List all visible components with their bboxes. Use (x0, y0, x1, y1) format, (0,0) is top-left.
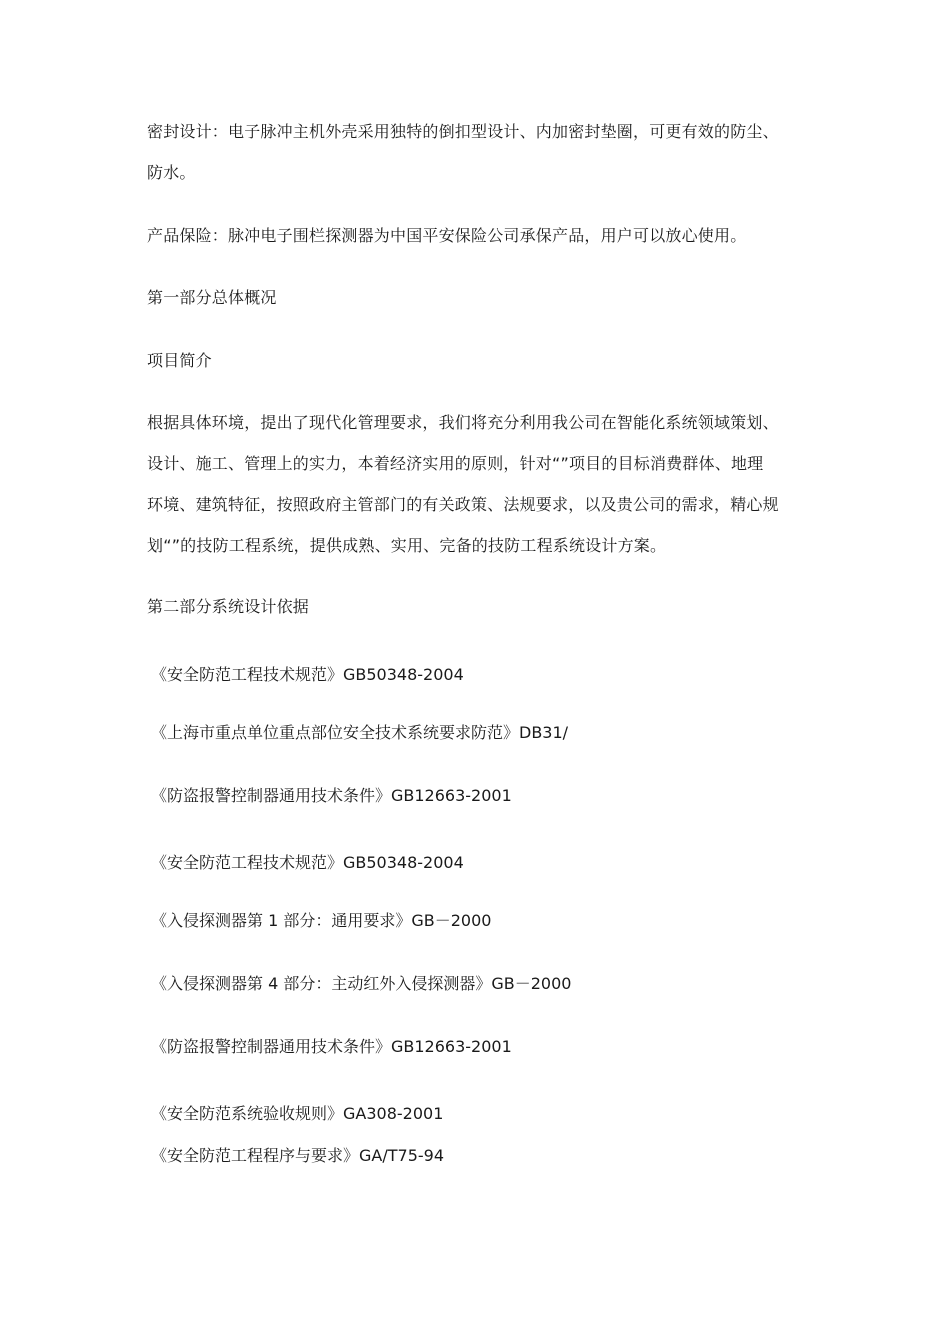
reference-item: 《防盗报警控制器通用技术条件》GB12663-2001 (151, 1037, 512, 1056)
reference-item: 《入侵探测器第 1 部分：通用要求》GB－2000 (151, 911, 492, 930)
project-intro-line-4: 划“”的技防工程系统，提供成熟、实用、完备的技防工程系统设计方案。 (147, 536, 667, 555)
reference-item: 《安全防范工程程序与要求》GA/T75-94 (151, 1146, 445, 1165)
reference-item: 《安全防范系统验收规则》GA308-2001 (151, 1104, 444, 1123)
project-intro-line-1: 根据具体环境，提出了现代化管理要求，我们将充分利用我公司在智能化系统领域策划、 (147, 413, 779, 432)
seal-design-line-2: 防水。 (147, 163, 196, 182)
project-heading: 项目简介 (147, 351, 212, 370)
reference-item: 《入侵探测器第 4 部分：主动红外入侵探测器》GB－2000 (151, 974, 572, 993)
project-intro-line-3: 环境、建筑特征，按照政府主管部门的有关政策、法规要求，以及贵公司的需求，精心规 (147, 495, 779, 514)
seal-design-line-1: 密封设计：电子脉冲主机外壳采用独特的倒扣型设计、内加密封垫圈，可更有效的防尘、 (147, 122, 779, 141)
insurance-paragraph: 产品保险：脉冲电子围栏探测器为中国平安保险公司承保产品，用户可以放心使用。 (147, 226, 747, 245)
reference-item: 《安全防范工程技术规范》GB50348-2004 (151, 665, 464, 684)
reference-item: 《防盗报警控制器通用技术条件》GB12663-2001 (151, 786, 512, 805)
project-intro-line-2: 设计、施工、管理上的实力，本着经济实用的原则，针对“”项目的目标消费群体、地理 (147, 454, 764, 473)
reference-item: 《上海市重点单位重点部位安全技术系统要求防范》DB31/ (151, 723, 569, 742)
part2-heading: 第二部分系统设计依据 (147, 597, 310, 616)
reference-item: 《安全防范工程技术规范》GB50348-2004 (151, 853, 464, 872)
part1-heading: 第一部分总体概况 (147, 288, 277, 307)
